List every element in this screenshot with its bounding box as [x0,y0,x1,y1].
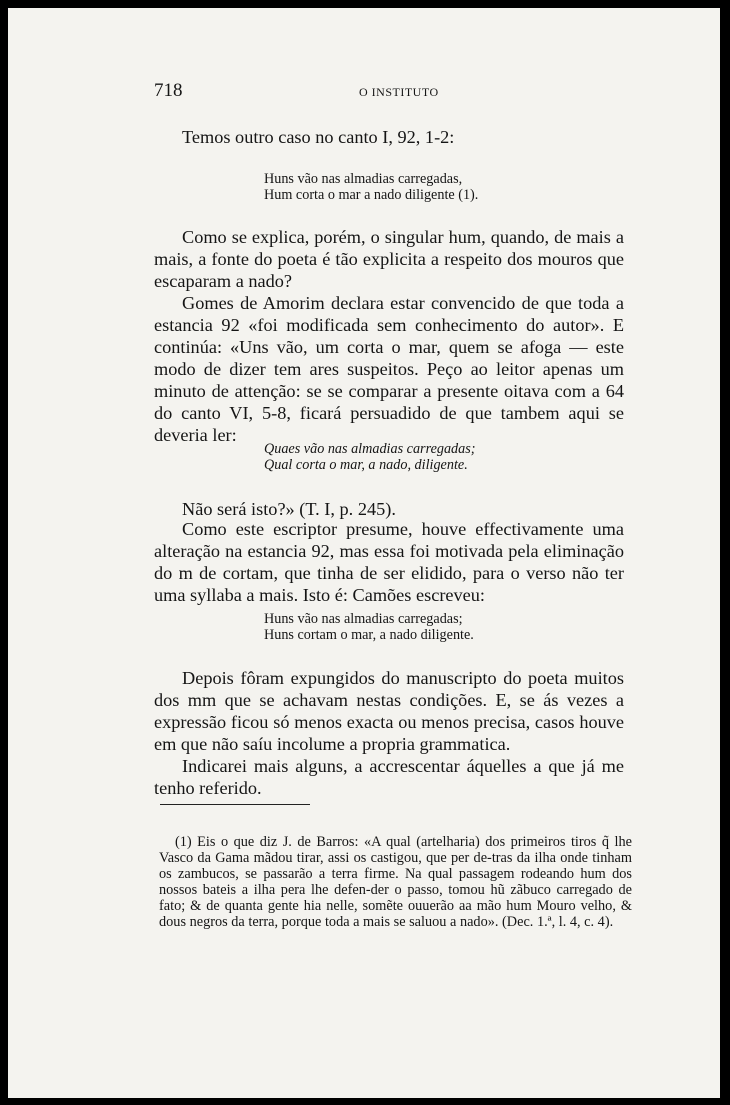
paragraph-6: Depois fôram expungidos do manuscripto do poeta muitos dos mm que se achavam nestas condições. E, se ás vezes a expressão ficou só menos exacta ou menos precisa, casos houve em que não saíu incolume a propria grammatica. [154,668,624,754]
verse-quote-2 [264,441,475,473]
verse-line: Huns cortam o mar, a nado diligente. [264,627,474,643]
verse-line: Quaes vão nas almadias carregadas; [264,441,476,457]
footnote-divider [160,804,310,805]
journal-title: O INSTITUTO [359,85,439,99]
page-number: 718 [154,80,183,101]
running-head [154,80,594,104]
paragraph-7: Indicarei mais alguns, a accrescentar áquelles a que já me tenho referido. [154,756,624,798]
verse-line: Hum corta o mar a nado diligente (1). [264,187,479,203]
paragraph-4: Não será isto?» (T. I, p. 245). [182,499,396,519]
paragraph-4-block [154,498,624,520]
verse-quote-1 [264,171,478,203]
paragraph-5: Como este escriptor presume, houve effectivamente uma alteração na estancia 92, mas essa foi motivada pela eliminação do m de cortam, que tinha de ser elidido, para o verso não ter uma syllaba a mais. Isto é: Camões escreveu: [154,519,624,605]
verse-quote-3 [264,611,474,643]
paragraph-7-block [154,755,624,799]
paragraph-3: Gomes de Amorim declara estar convencido de que toda a estancia 92 «foi modificada sem conhecimento do autor». E continúa: «Uns vão, um corta o mar, quem se afoga — este modo de dizer tem ares suspeitos. Peço ao leitor apenas um minuto de attenção: se se comparar a presente oitava com a 64 do canto VI, 5-8, ficará persuadido de que tambem aqui se deveria ler: [154,293,624,445]
verse-line: Huns vão nas almadias carregadas; [264,611,463,627]
paragraph-2: Como se explica, porém, o singular hum, quando, de mais a mais, a fonte do poeta é tão explicita a respeito dos mouros que escaparam a nado? [154,227,624,291]
paragraph-3-block [154,292,624,446]
footnote: (1) Eis o que diz J. de Barros: «A qual (artelharia) dos primeiros tiros q̃ lhe Vasco da Gama mãdou tirar, assi os castigou, que per de-tras da ilha onde tinham os zambucos, se passarão a terra firme. Na qual passagem rodeando hum dos nossos bateis a ilha pera lhe defen-der o passo, tomou hũ zãbuco carregado de fato; & de quanta gente hia nelle, somẽte ouuerão aa mão hum Mouro velho, & dous negros da terra, porque toda a mais se saluou a nado». (Dec. 1.ª, l. 4, c. 4). [159,834,632,930]
verse-line: Qual corta o mar, a nado, diligente. [264,457,468,473]
paragraph-6-block [154,667,624,755]
paragraph-2-block [154,226,624,292]
paragraph-1: Temos outro caso no canto I, 92, 1-2: [182,127,455,147]
verse-line: Huns vão nas almadias carregadas, [264,171,463,187]
book-page [8,8,720,1098]
paragraph-1-block [154,126,624,148]
paragraph-5-block [154,518,624,606]
